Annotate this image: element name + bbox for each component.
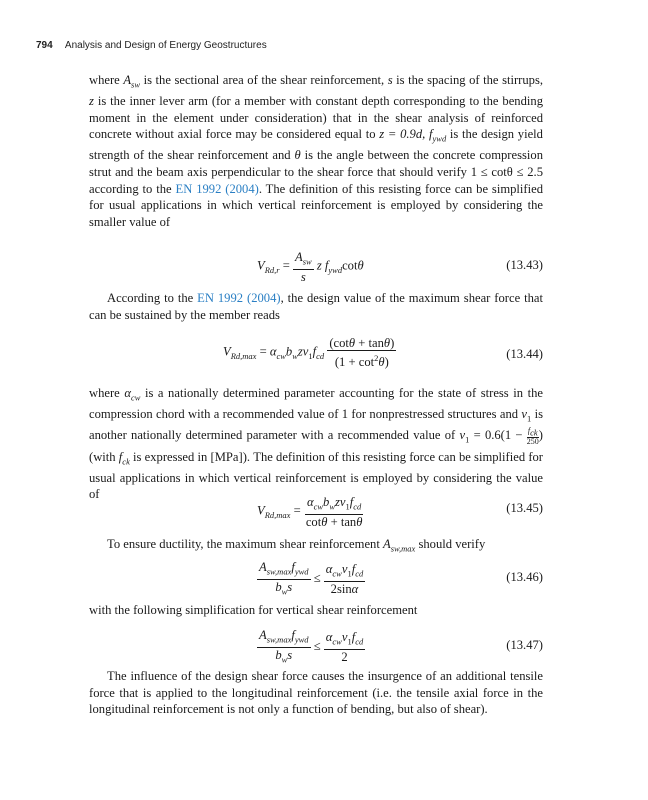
paragraph-3: where $\alpha_{cw}$ is a nationally determined parameter accounting for the state of stress in the compression chord with a recommended value of 1 for nonprestressed structures and $\nu_1$ is another nationally determined parameter with a recommended value of $\nu_1 = 0.6(1$ − $f_{ck}$ 250 ) (with $f_{ck}$ is expressed in [MPa]). The definition of this resisting force can be simplified for usual applications in which vertical reinforcement is employed by considering the value of xyxy=(89,386,544,502)
page-number: 794 xyxy=(36,40,53,51)
equation-number: (13.46) xyxy=(506,570,543,584)
paragraph-4: To ensure ductility, the maximum shear reinforcement $A_{sw,max}$ should verify xyxy=(107,537,486,554)
reference-link[interactable]: EN 1992 (2004) xyxy=(175,181,259,196)
paragraph-6: The influence of the design shear force causes the insurgence of an additional tensile force that is applied to the longitudinal reinforcement (i.e. the tensile axial force in the longitudinal reinforcement is not only a function of bending, but also of shear). xyxy=(89,669,543,717)
equation-number: (13.43) xyxy=(506,258,543,272)
paragraph-5: with the following simplification for vertical shear reinforcement xyxy=(89,603,418,617)
paragraph-1: where $A_{sw}$ is the sectional area of the shear reinforcement, s is the spacing of the stirrups, z is the inner lever arm (for a member with constant depth corresponding to the bending moment in the element under consideration) that in the shear analysis of reinforced concrete without axial force may be considered equal to z = 0.9d, $f_{ywd}$ is the design yield strength of the shear reinforcement and θ is the angle between the concrete compression strut and the beam axis perpendicular to the shear force that should verify 1 ≤ cotθ ≤ 2.5 according to the EN 1992 (2004). The definition of this resisting force can be simplified for usual applications in which vertical reinforcement is employed by considering the smaller value of xyxy=(89,73,544,229)
equation-number: (13.47) xyxy=(506,638,543,652)
page-header xyxy=(36,40,267,51)
paragraph-2: According to the EN 1992 (2004), the design value of the maximum shear force that can be sustained by the member reads xyxy=(89,291,543,322)
equation-number: (13.45) xyxy=(506,501,543,515)
equation-number: (13.44) xyxy=(506,347,543,361)
running-title: Analysis and Design of Energy Geostructures xyxy=(64,40,267,51)
reference-link[interactable]: EN 1992 (2004) xyxy=(197,291,281,305)
